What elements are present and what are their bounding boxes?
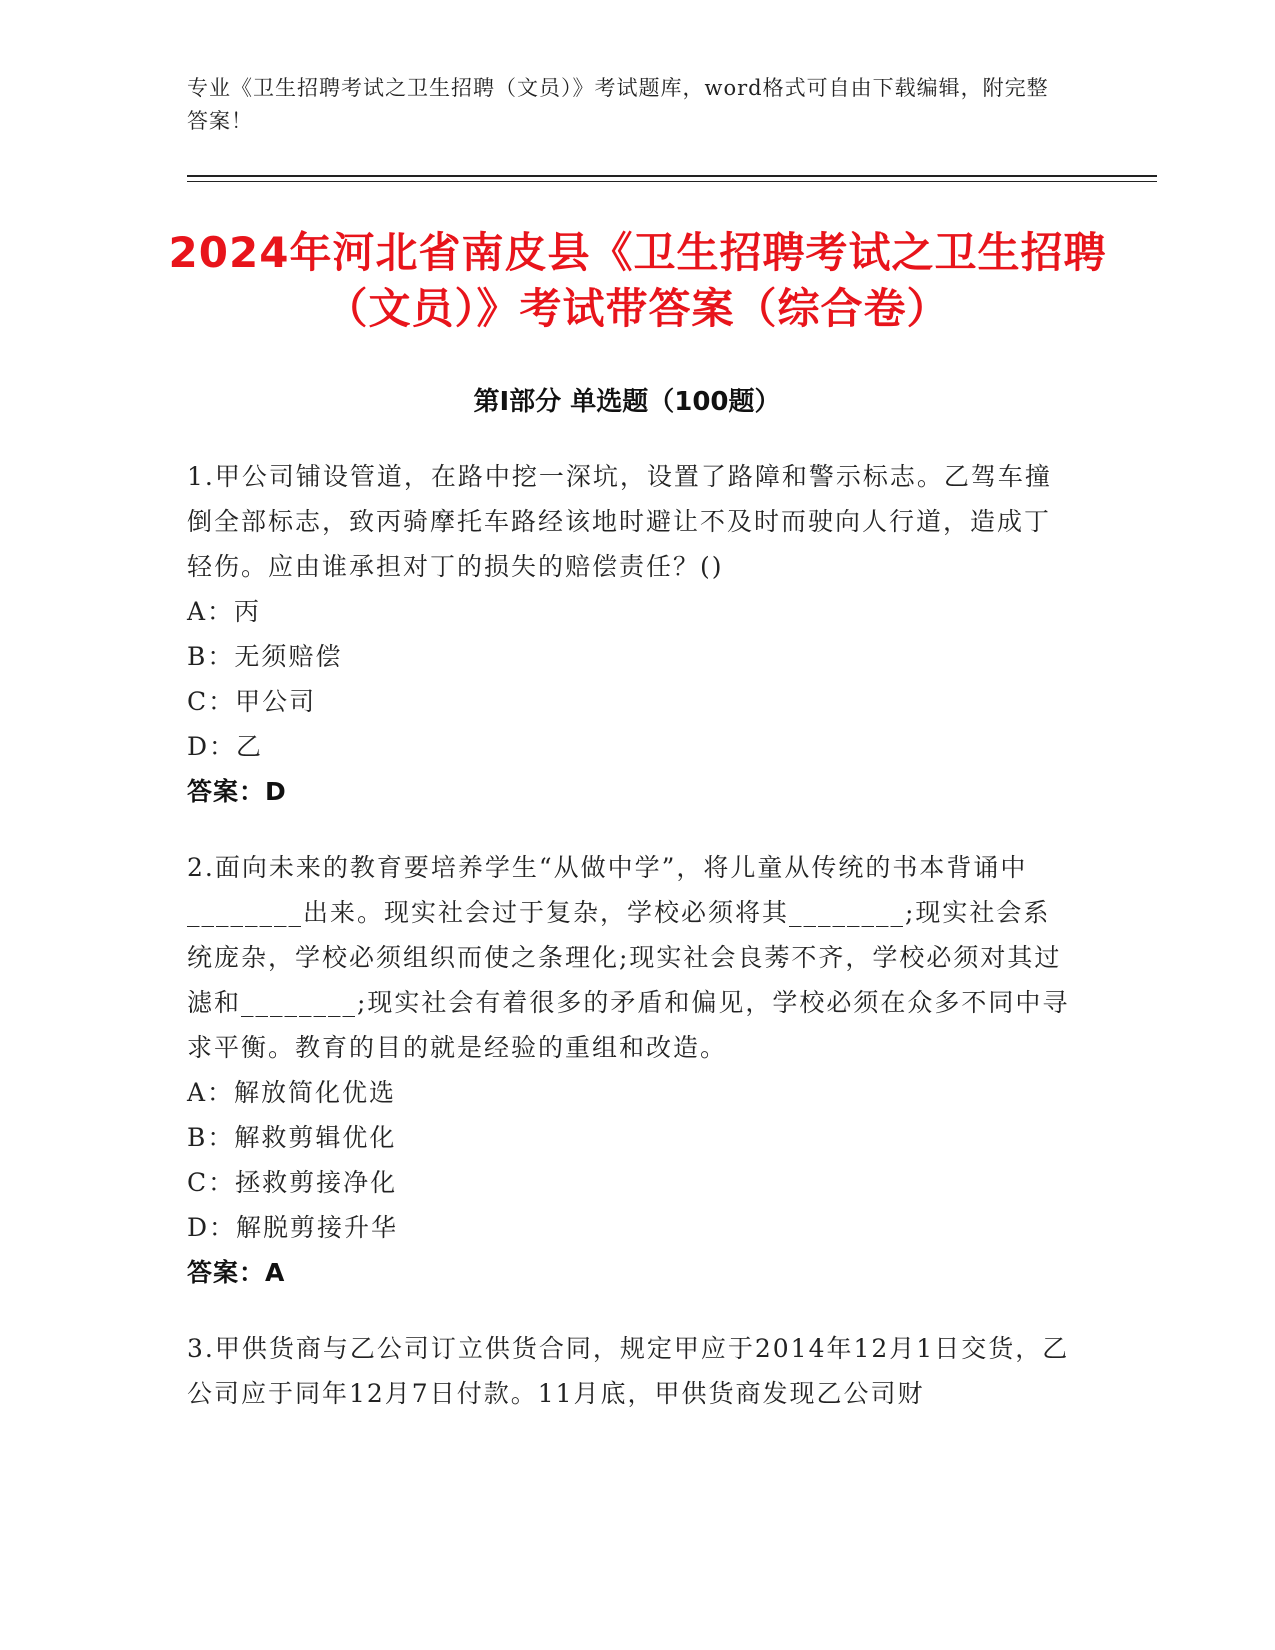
option-c: C：甲公司 [187, 687, 317, 716]
option-b: B：解救剪辑优化 [187, 1123, 397, 1152]
header-divider-thin [187, 181, 1157, 182]
document-title: 2024年河北省南皮县《卫生招聘考试之卫生招聘（文员）》考试带答案（综合卷） [168, 228, 1107, 333]
question-stem: 1.甲公司铺设管道，在路中挖一深坑，设置了路障和警示标志。乙驾车撞倒全部标志，致丙骑摩托车路经该地时避让不及时而驶向人行道，造成丁轻伤。应由谁承担对丁的损失的赔偿责任？() [187, 462, 1052, 581]
header-note: 专业《卫生招聘考试之卫生招聘（文员）》考试题库，word格式可自由下载编辑，附完整答案！ [187, 76, 1049, 133]
section-heading: 第Ⅰ部分 单选题（100题） [473, 387, 781, 417]
option-b: B：无须赔偿 [187, 642, 343, 671]
option-a: A：解放简化优选 [187, 1078, 397, 1107]
answer-line: 答案：A [187, 1258, 286, 1287]
option-d: D：解脱剪接升华 [187, 1213, 399, 1242]
option-d: D：乙 [187, 732, 264, 761]
option-a: A：丙 [187, 597, 262, 626]
option-c: C：拯救剪接净化 [187, 1168, 398, 1197]
answer-line: 答案：D [187, 777, 287, 806]
question-1 [187, 454, 1077, 814]
header-divider-thick [187, 175, 1157, 177]
question-3 [187, 1326, 1077, 1416]
question-stem: 3.甲供货商与乙公司订立供货合同，规定甲应于2014年12月1日交货，乙公司应于同年12月7日付款。11月底，甲供货商发现乙公司财 [187, 1334, 1070, 1408]
question-stem: 2.面向未来的教育要培养学生“从做中学”，将儿童从传统的书本背诵中________出来。现实社会过于复杂，学校必须将其________;现实社会系统庞杂，学校必须组织而使之条理化;现实社会良莠不齐，学校必须对其过滤和________;现实社会有着很多的矛盾和偏见，学校必须在众多不同中寻求平衡。教育的目的就是经验的重组和改造。 [187, 853, 1070, 1062]
question-2 [187, 845, 1077, 1295]
